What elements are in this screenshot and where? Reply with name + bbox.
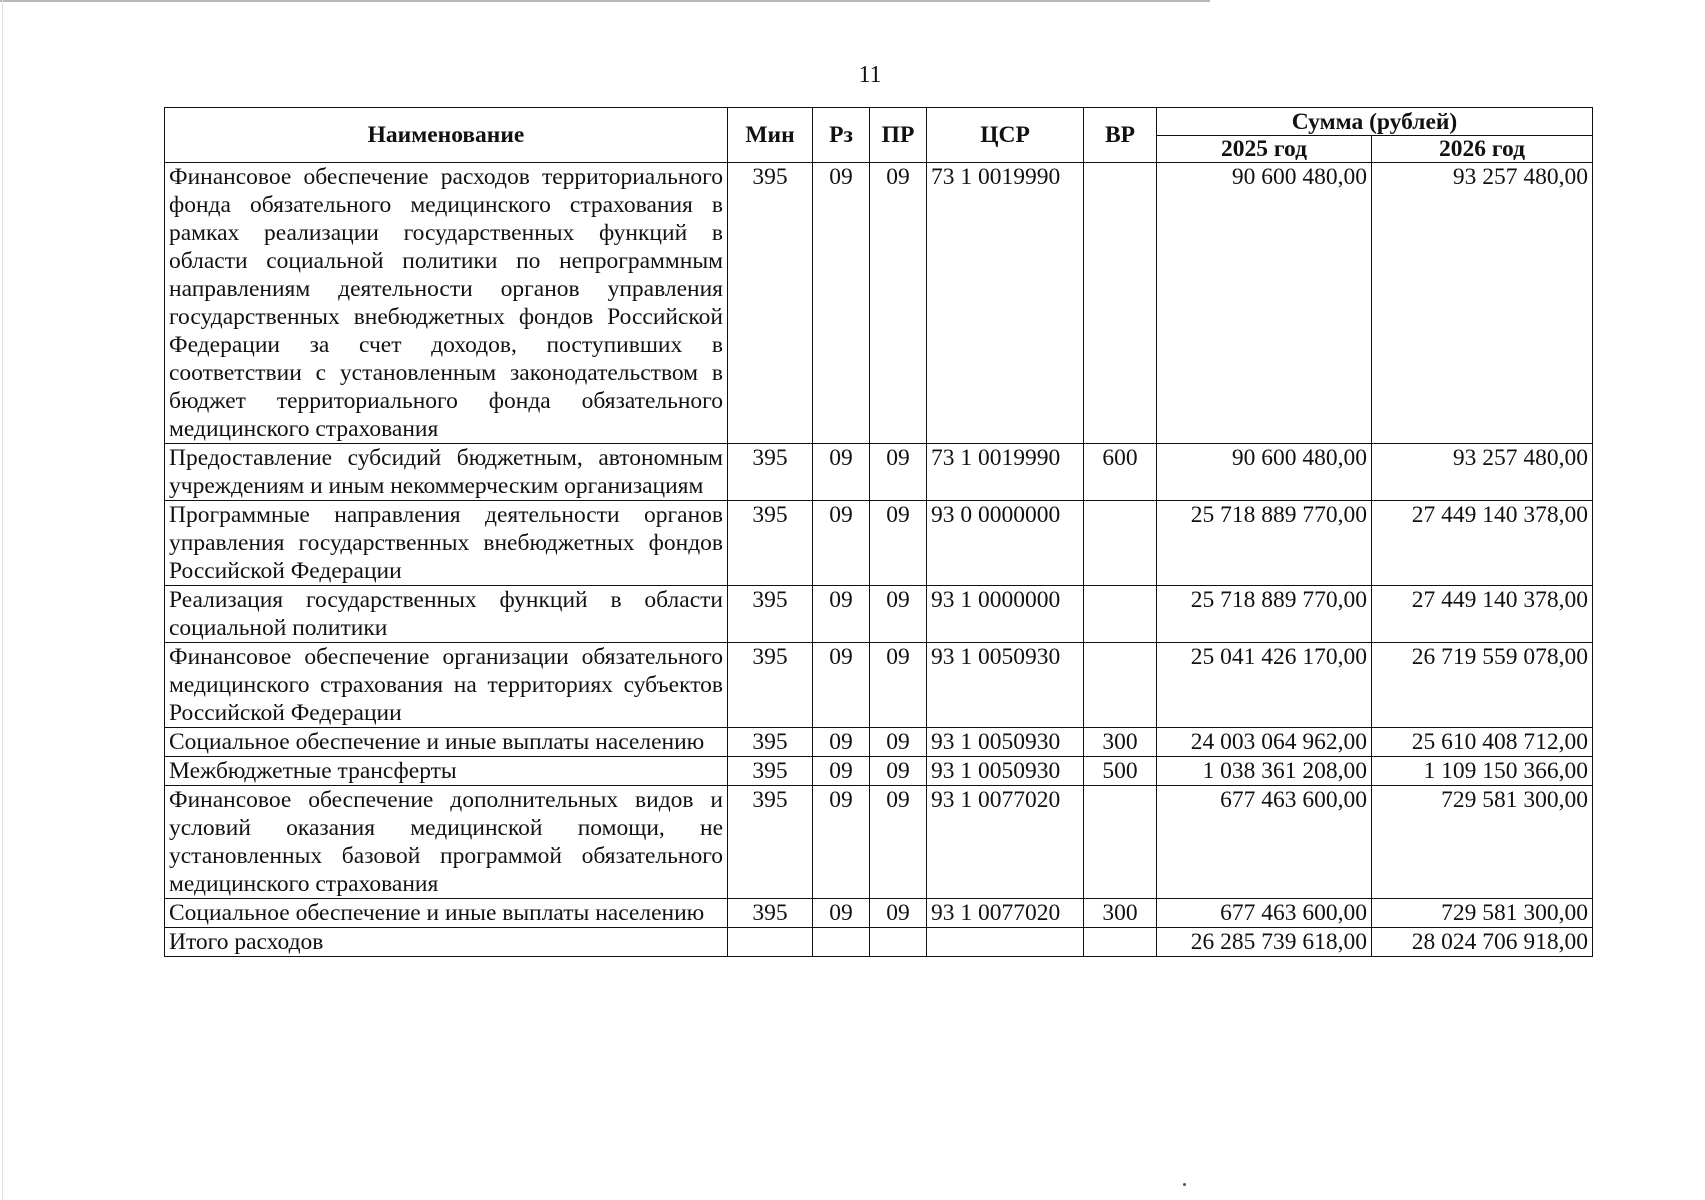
cell-y2025: 90 600 480,00: [1157, 163, 1372, 444]
cell-csr: [927, 928, 1084, 957]
cell-name: Финансовое обеспечение расходов территориального фонда обязательного медицинского страхования в рамках реализации государственных функций в области социальной политики по непрограммным направлениям деятельности органов управления государственных внебюджетных фондов Российской Федерации за счет доходов, поступивших в соответствии с установленным законодательством в бюджет территориального фонда обязательного медицинского страхования: [165, 163, 728, 444]
table-body: [165, 163, 1593, 957]
cell-name: Предоставление субсидий бюджетным, автономным учреждениям и иным некоммерческим организациям: [165, 444, 728, 501]
header-sum: Сумма (рублей): [1157, 108, 1593, 136]
cell-vr: [1084, 928, 1157, 957]
cell-name: Программные направления деятельности органов управления государственных внебюджетных фондов Российской Федерации: [165, 501, 728, 586]
cell-pr: 09: [870, 728, 927, 757]
cell-y2025: 24 003 064 962,00: [1157, 728, 1372, 757]
header-rz: Рз: [813, 108, 870, 163]
cell-rz: 09: [813, 444, 870, 501]
header-min: Мин: [728, 108, 813, 163]
scan-edge-top: [0, 0, 1210, 2]
cell-csr: 93 1 0077020: [927, 899, 1084, 928]
cell-name: Межбюджетные трансферты: [165, 757, 728, 786]
table-row: [165, 586, 1593, 643]
cell-min: 395: [728, 899, 813, 928]
cell-name: Социальное обеспечение и иные выплаты населению: [165, 899, 728, 928]
cell-vr: 300: [1084, 728, 1157, 757]
cell-vr: [1084, 501, 1157, 586]
cell-csr: 93 1 0050930: [927, 757, 1084, 786]
cell-min: 395: [728, 444, 813, 501]
table-row: [165, 501, 1593, 586]
cell-y2026: 729 581 300,00: [1372, 786, 1593, 899]
cell-csr: 93 1 0000000: [927, 586, 1084, 643]
cell-rz: 09: [813, 643, 870, 728]
table-row: [165, 444, 1593, 501]
table-row: [165, 757, 1593, 786]
cell-vr: [1084, 586, 1157, 643]
cell-y2025: 90 600 480,00: [1157, 444, 1372, 501]
cell-min: 395: [728, 163, 813, 444]
cell-rz: 09: [813, 899, 870, 928]
cell-pr: 09: [870, 163, 927, 444]
cell-pr: [870, 928, 927, 957]
cell-rz: [813, 928, 870, 957]
cell-y2026: 93 257 480,00: [1372, 444, 1593, 501]
cell-rz: 09: [813, 586, 870, 643]
table-row: [165, 728, 1593, 757]
cell-name: Финансовое обеспечение организации обязательного медицинского страхования на территориях субъектов Российской Федерации: [165, 643, 728, 728]
cell-vr: [1084, 643, 1157, 728]
cell-pr: 09: [870, 444, 927, 501]
cell-min: 395: [728, 586, 813, 643]
cell-csr: 93 1 0050930: [927, 728, 1084, 757]
cell-rz: 09: [813, 757, 870, 786]
budget-table: [164, 107, 1593, 957]
cell-pr: 09: [870, 757, 927, 786]
table-row: [165, 928, 1593, 957]
page-number: 11: [858, 62, 882, 88]
cell-y2026: 27 449 140 378,00: [1372, 586, 1593, 643]
cell-min: [728, 928, 813, 957]
cell-csr: 93 1 0077020: [927, 786, 1084, 899]
table-row: [165, 786, 1593, 899]
cell-vr: 300: [1084, 899, 1157, 928]
cell-pr: 09: [870, 786, 927, 899]
cell-min: 395: [728, 786, 813, 899]
cell-name: Реализация государственных функций в области социальной политики: [165, 586, 728, 643]
cell-y2026: 1 109 150 366,00: [1372, 757, 1593, 786]
cell-y2025: 26 285 739 618,00: [1157, 928, 1372, 957]
scan-speck: [1183, 1183, 1186, 1186]
cell-csr: 93 0 0000000: [927, 501, 1084, 586]
cell-rz: 09: [813, 786, 870, 899]
cell-y2026: 729 581 300,00: [1372, 899, 1593, 928]
cell-vr: [1084, 786, 1157, 899]
cell-y2026: 93 257 480,00: [1372, 163, 1593, 444]
cell-y2025: 1 038 361 208,00: [1157, 757, 1372, 786]
header-vr: ВР: [1084, 108, 1157, 163]
cell-y2026: 28 024 706 918,00: [1372, 928, 1593, 957]
cell-y2025: 677 463 600,00: [1157, 786, 1372, 899]
cell-rz: 09: [813, 728, 870, 757]
cell-y2025: 677 463 600,00: [1157, 899, 1372, 928]
cell-min: 395: [728, 757, 813, 786]
header-csr: ЦСР: [927, 108, 1084, 163]
cell-y2025: 25 718 889 770,00: [1157, 501, 1372, 586]
cell-vr: 600: [1084, 444, 1157, 501]
cell-min: 395: [728, 643, 813, 728]
cell-rz: 09: [813, 501, 870, 586]
cell-y2026: 26 719 559 078,00: [1372, 643, 1593, 728]
cell-rz: 09: [813, 163, 870, 444]
cell-name: Итого расходов: [165, 928, 728, 957]
cell-csr: 73 1 0019990: [927, 163, 1084, 444]
cell-y2025: 25 718 889 770,00: [1157, 586, 1372, 643]
table-row: [165, 163, 1593, 444]
cell-min: 395: [728, 728, 813, 757]
table-row: [165, 899, 1593, 928]
cell-pr: 09: [870, 643, 927, 728]
header-year-2026: 2026 год: [1372, 136, 1593, 163]
cell-vr: 500: [1084, 757, 1157, 786]
cell-y2025: 25 041 426 170,00: [1157, 643, 1372, 728]
cell-vr: [1084, 163, 1157, 444]
cell-name: Финансовое обеспечение дополнительных видов и условий оказания медицинской помощи, не установленных базовой программой обязательного медицинского страхования: [165, 786, 728, 899]
header-pr: ПР: [870, 108, 927, 163]
cell-y2026: 27 449 140 378,00: [1372, 501, 1593, 586]
header-name: Наименование: [165, 108, 728, 163]
table-row: [165, 643, 1593, 728]
cell-y2026: 25 610 408 712,00: [1372, 728, 1593, 757]
scan-edge-left: [2, 0, 3, 1200]
cell-name: Социальное обеспечение и иные выплаты населению: [165, 728, 728, 757]
cell-pr: 09: [870, 501, 927, 586]
cell-min: 395: [728, 501, 813, 586]
cell-csr: 73 1 0019990: [927, 444, 1084, 501]
cell-pr: 09: [870, 899, 927, 928]
cell-csr: 93 1 0050930: [927, 643, 1084, 728]
cell-pr: 09: [870, 586, 927, 643]
header-year-2025: 2025 год: [1157, 136, 1372, 163]
